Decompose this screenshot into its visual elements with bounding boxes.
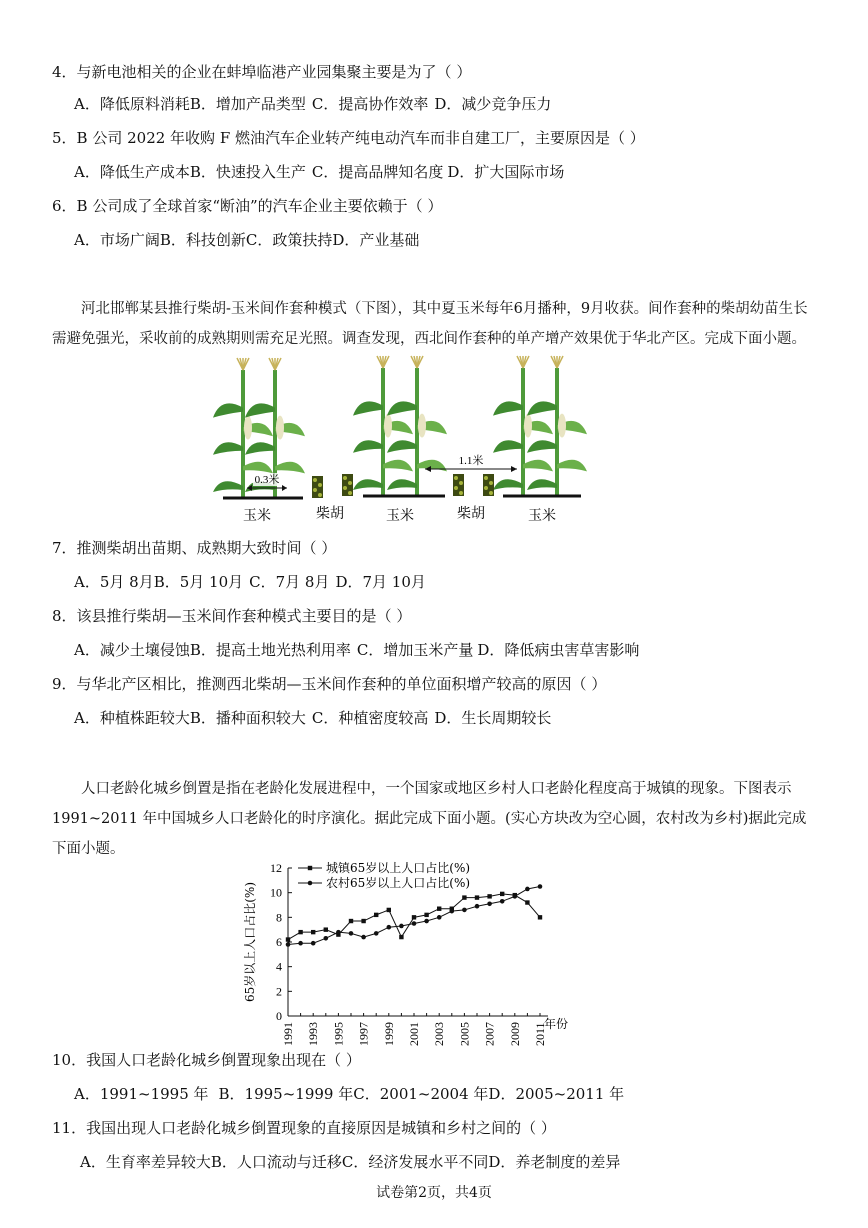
data-point [475, 904, 480, 909]
question-6-options [74, 230, 419, 250]
option-d[interactable]: D．7月 10月 [335, 573, 426, 591]
bupleurum-seedling-icon [312, 476, 323, 498]
question-7-options [74, 572, 426, 592]
data-point [399, 924, 404, 929]
option-b[interactable]: B．增加产品类型 [189, 95, 306, 113]
tassel-icon [551, 356, 563, 368]
tassel-icon [377, 356, 389, 368]
data-point [525, 887, 530, 892]
data-point [399, 935, 403, 939]
y-tick-label: 4 [276, 959, 282, 974]
option-d[interactable]: D．减少竞争压力 [434, 95, 552, 113]
crop-labels [243, 505, 556, 524]
bupleurum-seedling-icon [342, 474, 353, 496]
x-tick-label: 1993 [306, 1022, 321, 1046]
data-point [311, 941, 316, 946]
data-point [286, 937, 290, 941]
data-point [412, 915, 416, 919]
data-point [424, 919, 429, 924]
data-point [500, 892, 504, 896]
data-point [387, 908, 391, 912]
data-point [336, 930, 341, 935]
label-corn-1: 玉米 [243, 508, 271, 524]
y-tick-label: 12 [270, 861, 282, 875]
question-5: 5．B 公司 2022 年收购 F 燃油汽车企业转产纯电动汽车而非自建工厂，主要原因是（ ） [52, 129, 645, 147]
x-tick-label: 2011 [533, 1022, 547, 1046]
y-tick-label: 8 [276, 910, 282, 925]
option-a[interactable]: A．种植株距较大 [74, 709, 190, 727]
option-c[interactable]: C．政策扶持 [245, 231, 333, 249]
data-point [475, 895, 479, 899]
chart-legend [298, 860, 470, 890]
tassel-icon [269, 358, 281, 370]
question-4: 4．与新电池相关的企业在蚌埠临港产业园集聚主要是为了（ ） [52, 63, 472, 81]
passage-aging: 人口老龄化城乡倒置是指在老龄化发展进程中，一个国家或地区乡村人口老龄化程度高于城镇的现象。下图表示 1991~2011 年中国城乡人口老龄化的时序演化。据此完成下面小题。(实心方块改为空心圆，农村改为乡村)据此完成下面小题。 [52, 781, 807, 857]
option-d[interactable]: D．扩大国际市场 [447, 163, 565, 181]
data-point [450, 909, 455, 914]
tassel-icon [411, 356, 423, 368]
data-point [500, 899, 505, 904]
question-8: 8．该县推行柴胡—玉米间作套种模式主要目的是（ ） [52, 607, 412, 625]
tassel-icon [517, 356, 529, 368]
page-footer: 试卷第2页，共4页 [376, 1185, 492, 1201]
data-point [437, 915, 442, 920]
bupleurum-seedling-icon [453, 474, 464, 496]
option-a[interactable]: A．减少土壤侵蚀 [74, 641, 190, 659]
data-point [513, 894, 518, 899]
option-c[interactable]: C．7月 8月 [249, 573, 330, 591]
question-6: 6．B 公司成了全球首家“断油”的汽车企业主要依赖于（ ） [52, 197, 443, 215]
data-point [538, 884, 543, 889]
option-d[interactable]: D．降低病虫害草害影响 [477, 641, 640, 659]
y-tick-label: 10 [270, 885, 282, 900]
data-point [361, 919, 365, 923]
x-axis-label: 年份 [544, 1017, 569, 1031]
option-b[interactable]: B．提高土地光热利用率 [189, 641, 351, 659]
data-point [424, 913, 428, 917]
option-c[interactable]: C．增加玉米产量 [356, 641, 474, 659]
x-tick-label: 1999 [381, 1022, 396, 1046]
y-axis-label: 65岁以上人口占比(%) [243, 881, 257, 1003]
question-4-options [74, 94, 551, 114]
data-point [298, 930, 302, 934]
data-point [324, 927, 328, 931]
option-c[interactable]: C．提高协作效率 [311, 95, 429, 113]
question-11: 11．我国出现人口老龄化城乡倒置现象的直接原因是城镇和乡村之间的（ ） [52, 1119, 556, 1137]
data-point [286, 942, 291, 947]
bupleurum-seedling-icon [483, 474, 494, 496]
data-point [462, 895, 466, 899]
data-point [525, 900, 529, 904]
data-point [538, 915, 542, 919]
data-point [437, 907, 441, 911]
data-point [349, 931, 354, 936]
option-b[interactable]: B．科技创新 [159, 231, 246, 249]
option-d[interactable]: D．生长周期较长 [434, 709, 552, 727]
x-tick-label: 2007 [482, 1022, 497, 1046]
intercropping-figure [205, 352, 605, 530]
option-d[interactable]: D．2005~2011 年 [488, 1085, 625, 1103]
option-c[interactable]: C．经济发展水平不同 [341, 1153, 489, 1171]
data-point [311, 930, 315, 934]
distance-label-large: 1.1米 [458, 455, 484, 467]
corn-plant-icon [353, 356, 413, 496]
y-tick-label: 2 [276, 984, 282, 999]
option-a[interactable]: A．5月 8月 [74, 573, 154, 591]
question-9-options [74, 708, 551, 728]
option-a[interactable]: A．1991~1995 年 [74, 1085, 209, 1103]
option-b[interactable]: B．快速投入生产 [189, 163, 306, 181]
data-point [361, 935, 366, 940]
option-a[interactable]: A．降低生产成本 [74, 163, 190, 181]
x-tick-label: 1997 [356, 1022, 371, 1046]
x-tick-label: 2003 [432, 1022, 447, 1046]
option-a[interactable]: A．降低原料消耗 [74, 95, 190, 113]
tassel-icon [237, 358, 249, 370]
legend-label: 农村65岁以上人口占比(%) [326, 876, 471, 890]
option-d[interactable]: D．养老制度的差异 [488, 1153, 621, 1171]
aging-line-chart [240, 856, 580, 1051]
corn-plant-icon [493, 356, 553, 496]
question-10-options [74, 1084, 624, 1104]
x-tick-label: 1991 [281, 1022, 295, 1046]
option-a[interactable]: A．生育率差异较大 [80, 1153, 211, 1171]
label-corn-2: 玉米 [386, 508, 414, 524]
data-point [462, 908, 467, 913]
data-point [374, 931, 379, 936]
option-b[interactable]: B．5月 10月 [153, 573, 244, 591]
x-tick-label: 2005 [457, 1022, 472, 1046]
x-tick-label: 2009 [507, 1022, 522, 1046]
label-bupleurum-2: 柴胡 [457, 506, 485, 522]
distance-marker-small [247, 472, 287, 491]
option-b[interactable]: B．人口流动与迁移 [210, 1153, 342, 1171]
data-point [487, 894, 491, 898]
x-tick-label: 2001 [407, 1022, 421, 1046]
question-10: 10．我国人口老龄化城乡倒置现象出现在（ ） [52, 1051, 361, 1069]
option-b[interactable]: B．1995~1999 年 [218, 1085, 354, 1103]
option-d[interactable]: D．产业基础 [332, 231, 420, 249]
distance-label-small: 0.3米 [254, 474, 280, 486]
data-point [349, 919, 353, 923]
passage-intercropping: 河北邯郸某县推行柴胡-玉米间作套种模式（下图），其中夏玉米每年6月播种，9月收获。间作套种的柴胡幼苗生长需避免强光，采收前的成熟期则需充足光照。调查发现，西北间作套种的单产增产效果优于华北产区。完成下面小题。 [52, 301, 808, 347]
option-c[interactable]: C．提高品牌知名度 [311, 163, 444, 181]
label-corn-3: 玉米 [528, 508, 556, 524]
data-point [412, 921, 417, 926]
x-tick-label: 1995 [331, 1022, 346, 1046]
data-point [387, 925, 392, 930]
data-point [298, 941, 303, 946]
label-bupleurum-1: 柴胡 [316, 506, 344, 522]
y-tick-label: 0 [276, 1009, 282, 1023]
y-tick-label: 6 [276, 935, 282, 949]
option-c[interactable]: C．2001~2004 年 [353, 1085, 489, 1103]
legend-label: 城镇65岁以上人口占比(%) [326, 861, 471, 875]
question-9: 9．与华北产区相比，推测西北柴胡—玉米间作套种的单位面积增产较高的原因（ ） [52, 675, 607, 693]
option-a[interactable]: A．市场广阔 [74, 231, 160, 249]
data-point [324, 936, 329, 941]
option-c[interactable]: C．种植密度较高 [311, 709, 429, 727]
question-7: 7．推测柴胡出苗期、成熟期大致时间（ ） [52, 539, 337, 557]
option-b[interactable]: B．播种面积较大 [189, 709, 306, 727]
chart-series [286, 884, 543, 947]
data-point [374, 913, 378, 917]
data-point [487, 901, 492, 906]
question-11-options [80, 1152, 620, 1172]
question-8-options [74, 640, 639, 660]
question-5-options [74, 162, 564, 182]
